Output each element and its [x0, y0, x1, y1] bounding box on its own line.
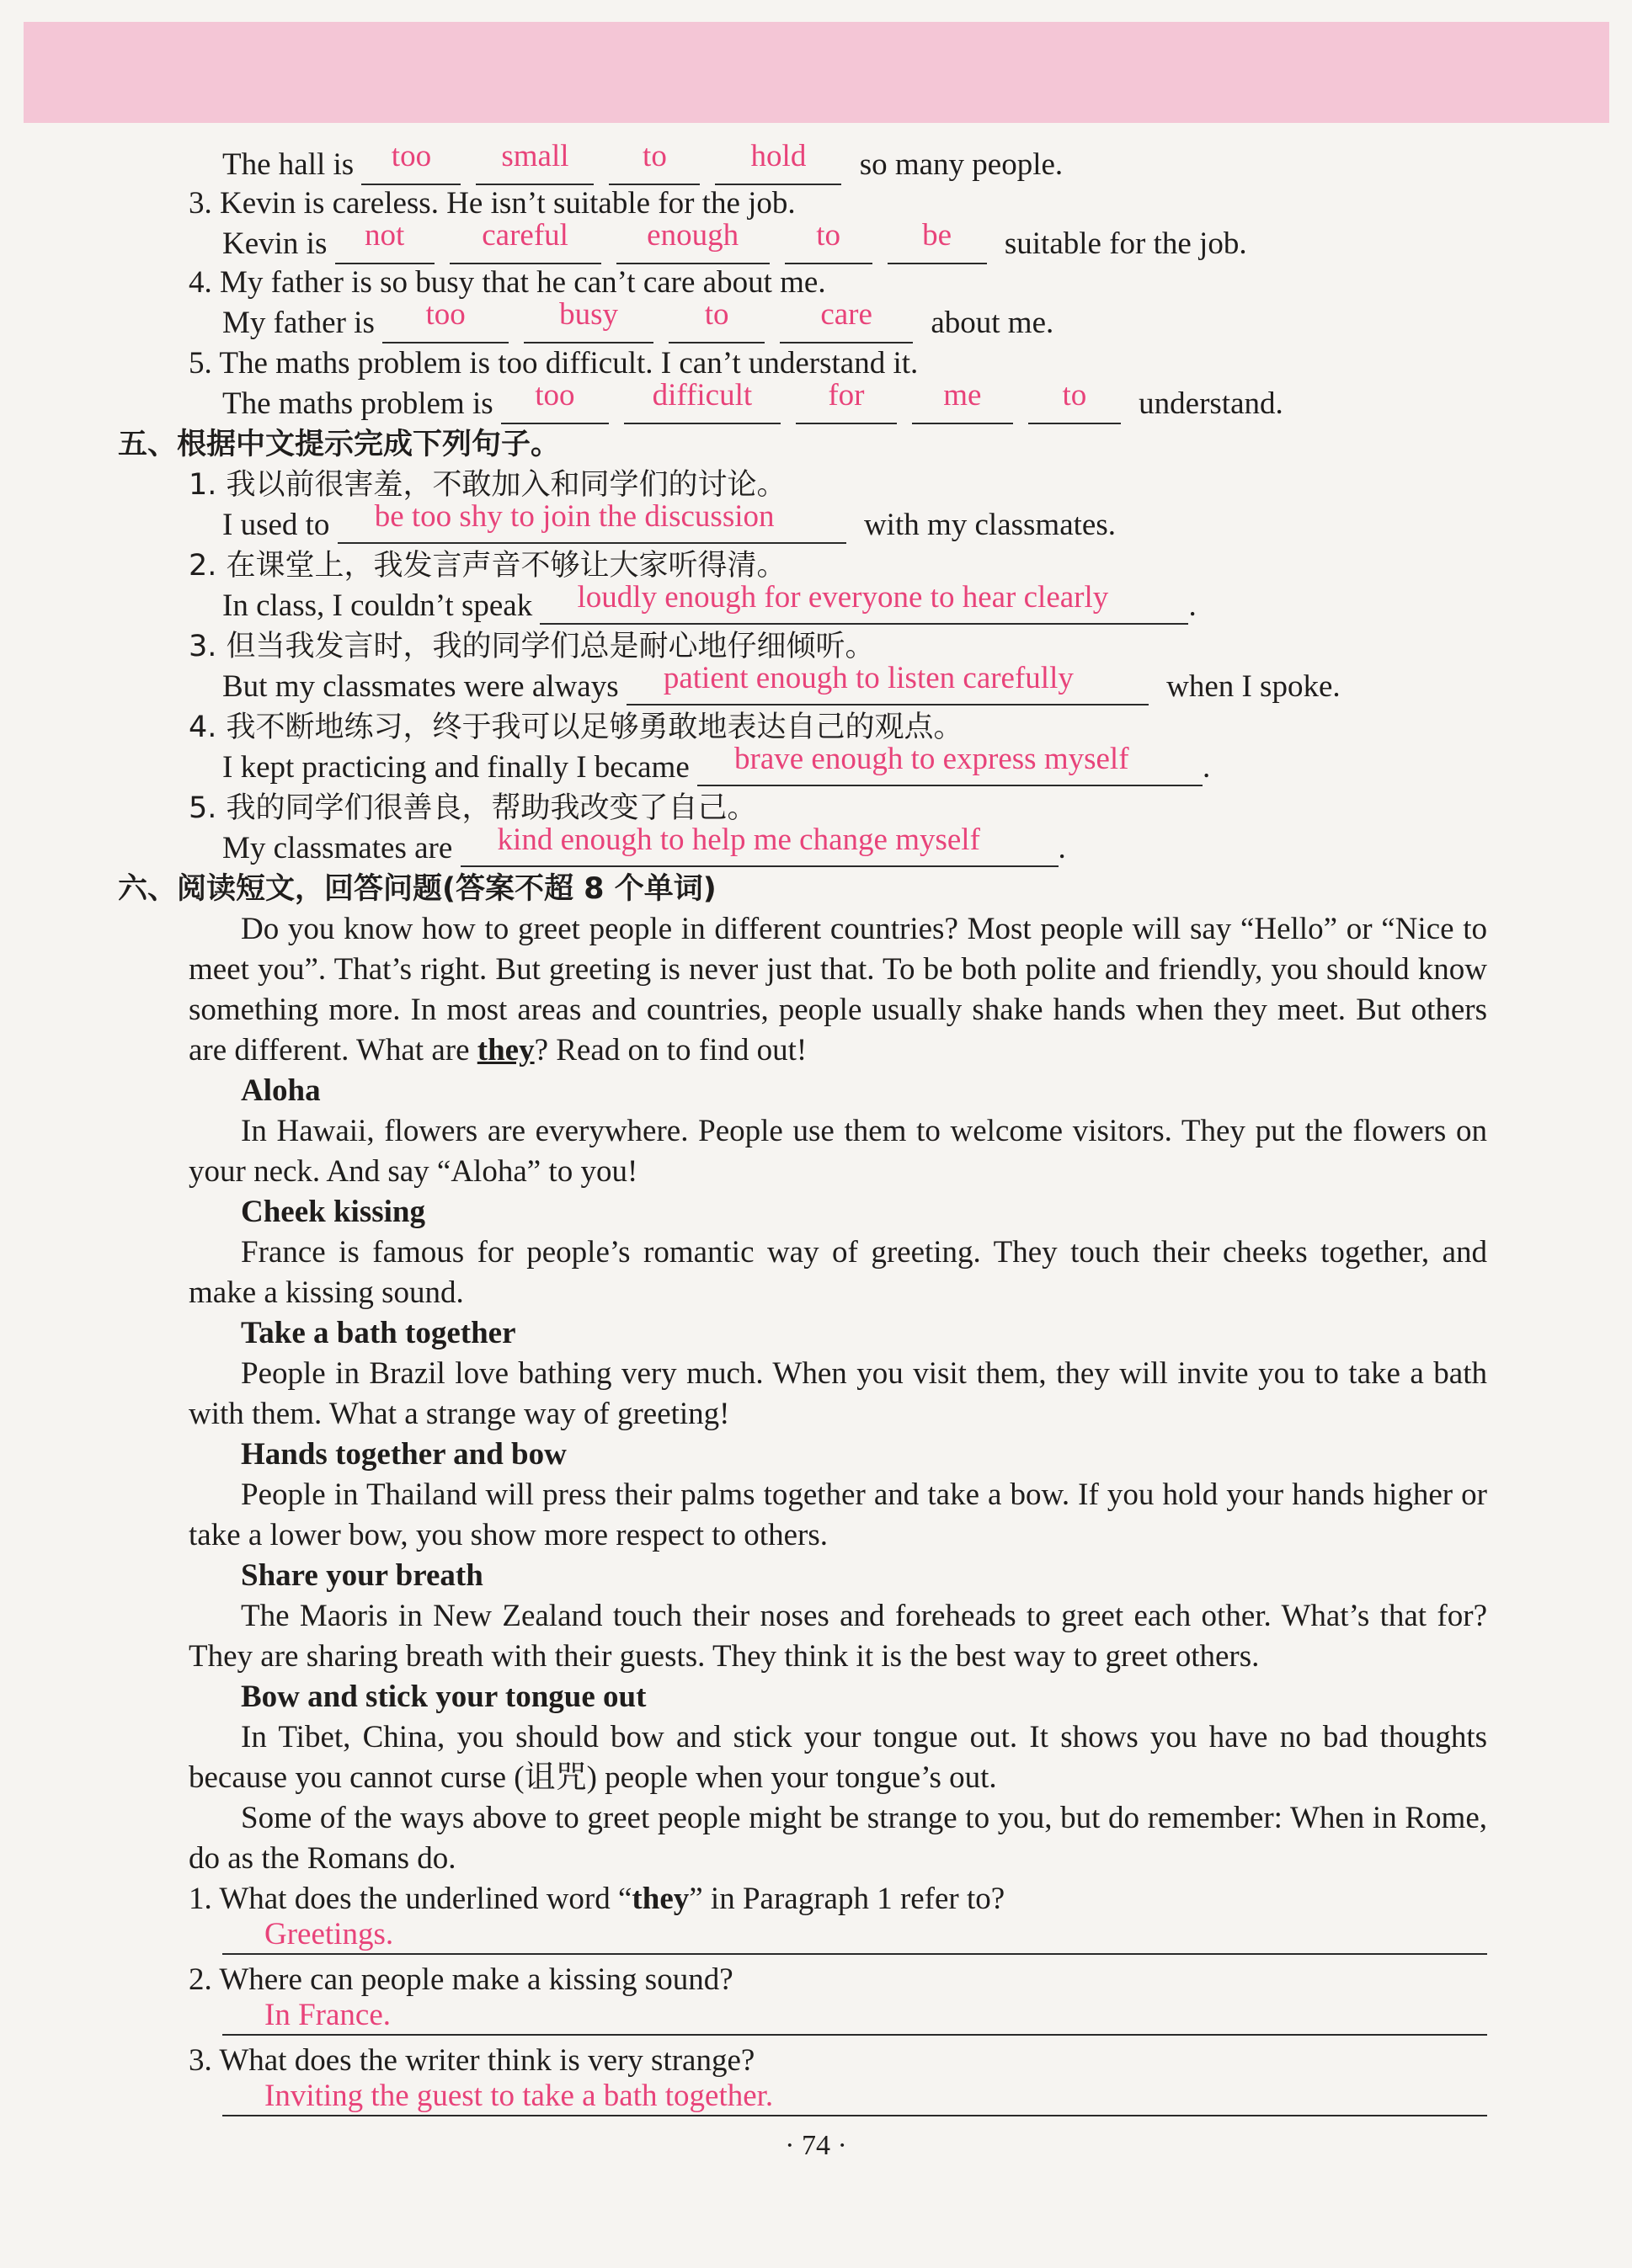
q5-rewrite: The maths problem is too difficult for me to understand.: [222, 384, 1283, 424]
translation-line: But my classmates were always patient enough to listen carefully when I spoke.: [222, 661, 1341, 704]
answer-blank: to: [609, 150, 700, 185]
subheading: Share your breath: [241, 1558, 483, 1593]
answer-blank: to: [1028, 389, 1121, 424]
answer-blank: to: [785, 229, 872, 264]
q5-original: 5. The maths problem is too difficult. I can’t understand it.: [189, 346, 919, 381]
answer-blank: be too shy to join the discussion: [338, 510, 846, 544]
passage-paragraph: People in Thailand will press their palms together and take a bow. If you hold your hands higher or take a lower bow, you show more respect to others.: [189, 1477, 1487, 1552]
cn-prompt: 4. 我不断地练习，终于我可以足够勇敢地表达自己的观点。: [189, 711, 963, 744]
translation-line: My classmates are kind enough to help me change myself .: [222, 823, 1066, 865]
answer-blank: kind enough to help me change myself: [461, 833, 1059, 867]
subheading: Take a bath together: [241, 1316, 516, 1350]
answer-line-1: Greetings.: [222, 1916, 1487, 1955]
answer-blank: me: [912, 389, 1013, 424]
subheading: Hands together and bow: [241, 1437, 567, 1472]
question-1: 1. What does the underlined word “they” in Paragraph 1 refer to?: [189, 1882, 1005, 1916]
answer-blank: careful: [450, 229, 601, 264]
passage-paragraph: In Hawaii, flowers are everywhere. People use them to welcome visitors. They put the flowers on your neck. And say “Aloha” to you!: [189, 1114, 1487, 1189]
q2-rewrite: The hall is too small to hold so many people.: [222, 145, 1063, 185]
section-heading-6: 六、阅读短文，回答问题(答案不超 8 个单词): [118, 872, 717, 906]
answer-blank: to: [669, 308, 765, 343]
answer-blank: busy: [524, 308, 653, 343]
passage-paragraph: In Tibet, China, you should bow and stick your tongue out. It shows you have no bad thoughts because you cannot curse (诅咒) people when your tongue’s out.: [189, 1720, 1487, 1795]
section-heading-5: 五、根据中文提示完成下列句子。: [118, 428, 561, 461]
subheading: Aloha: [241, 1073, 321, 1108]
passage-intro: Do you know how to greet people in different countries? Most people will say “Hello” or “Nice to meet you”. That’s right. But greeting is never just that. To be both polite and friendly, you should know something more. In most areas and countries, people usually shake hands when they meet. But others are different. What are they? Read on to find out!: [189, 912, 1487, 1067]
translation-line: I used to be too shy to join the discussion with my classmates.: [222, 499, 1116, 542]
q3-original: 3. Kevin is careless. He isn’t suitable for the job.: [189, 186, 796, 221]
translation-line: In class, I couldn’t speak loudly enough for everyone to hear clearly .: [222, 580, 1197, 623]
answer-blank: loudly enough for everyone to hear clearly: [540, 591, 1188, 625]
translation-line: I kept practicing and finally I became brave enough to express myself .: [222, 742, 1211, 785]
answer-blank: enough: [616, 229, 770, 264]
answer-blank: not: [335, 229, 435, 264]
header-band: [24, 22, 1609, 123]
subheading: Bow and stick your tongue out: [241, 1680, 647, 1714]
answer-blank: care: [780, 308, 913, 343]
cn-prompt: 2. 在课堂上，我发言声音不够让大家听得清。: [189, 549, 787, 583]
answer-line-3: Inviting the guest to take a bath together.: [222, 2078, 1487, 2116]
answer-blank: be: [888, 229, 987, 264]
passage-paragraph: People in Brazil love bathing very much. When you visit them, they will invite you to take a bath with them. What a strange way of greeting!: [189, 1356, 1487, 1431]
question-2: 2. Where can people make a kissing sound?: [189, 1962, 733, 1997]
answer-blank: small: [476, 150, 594, 185]
answer-blank: difficult: [624, 389, 781, 424]
answer-blank: brave enough to express myself: [697, 753, 1203, 786]
answer-blank: for: [796, 389, 897, 424]
passage-paragraph: The Maoris in New Zealand touch their noses and foreheads to greet each other. What’s that for? They are sharing breath with their guests. They think it is the best way to greet others.: [189, 1599, 1487, 1674]
q4-original: 4. My father is so busy that he can’t care about me.: [189, 265, 826, 300]
answer-blank: too: [501, 389, 609, 424]
answer-blank: patient enough to listen carefully: [627, 672, 1149, 705]
cn-prompt: 5. 我的同学们很善良，帮助我改变了自己。: [189, 791, 757, 825]
answer-blank: too: [361, 150, 461, 185]
q3-rewrite: Kevin is not careful enough to be suitable for the job.: [222, 224, 1247, 264]
page-number: · 74 ·: [785, 2130, 847, 2161]
subheading: Cheek kissing: [241, 1195, 425, 1229]
answer-blank: too: [382, 308, 509, 343]
question-3: 3. What does the writer think is very strange?: [189, 2043, 755, 2078]
underlined-word: they: [477, 1033, 535, 1067]
cn-prompt: 3. 但当我发言时，我的同学们总是耐心地仔细倾听。: [189, 630, 875, 663]
cn-prompt: 1. 我以前很害羞，不敢加入和同学们的讨论。: [189, 468, 787, 502]
passage-closing: Some of the ways above to greet people might be strange to you, but do remember: When in Rome, do as the Romans do.: [189, 1801, 1487, 1876]
passage-paragraph: France is famous for people’s romantic way of greeting. They touch their cheeks together, and make a kissing sound.: [189, 1235, 1487, 1310]
answer-blank: hold: [715, 150, 841, 185]
answer-line-2: In France.: [222, 1997, 1487, 2036]
q4-rewrite: My father is too busy to care about me.: [222, 303, 1053, 343]
